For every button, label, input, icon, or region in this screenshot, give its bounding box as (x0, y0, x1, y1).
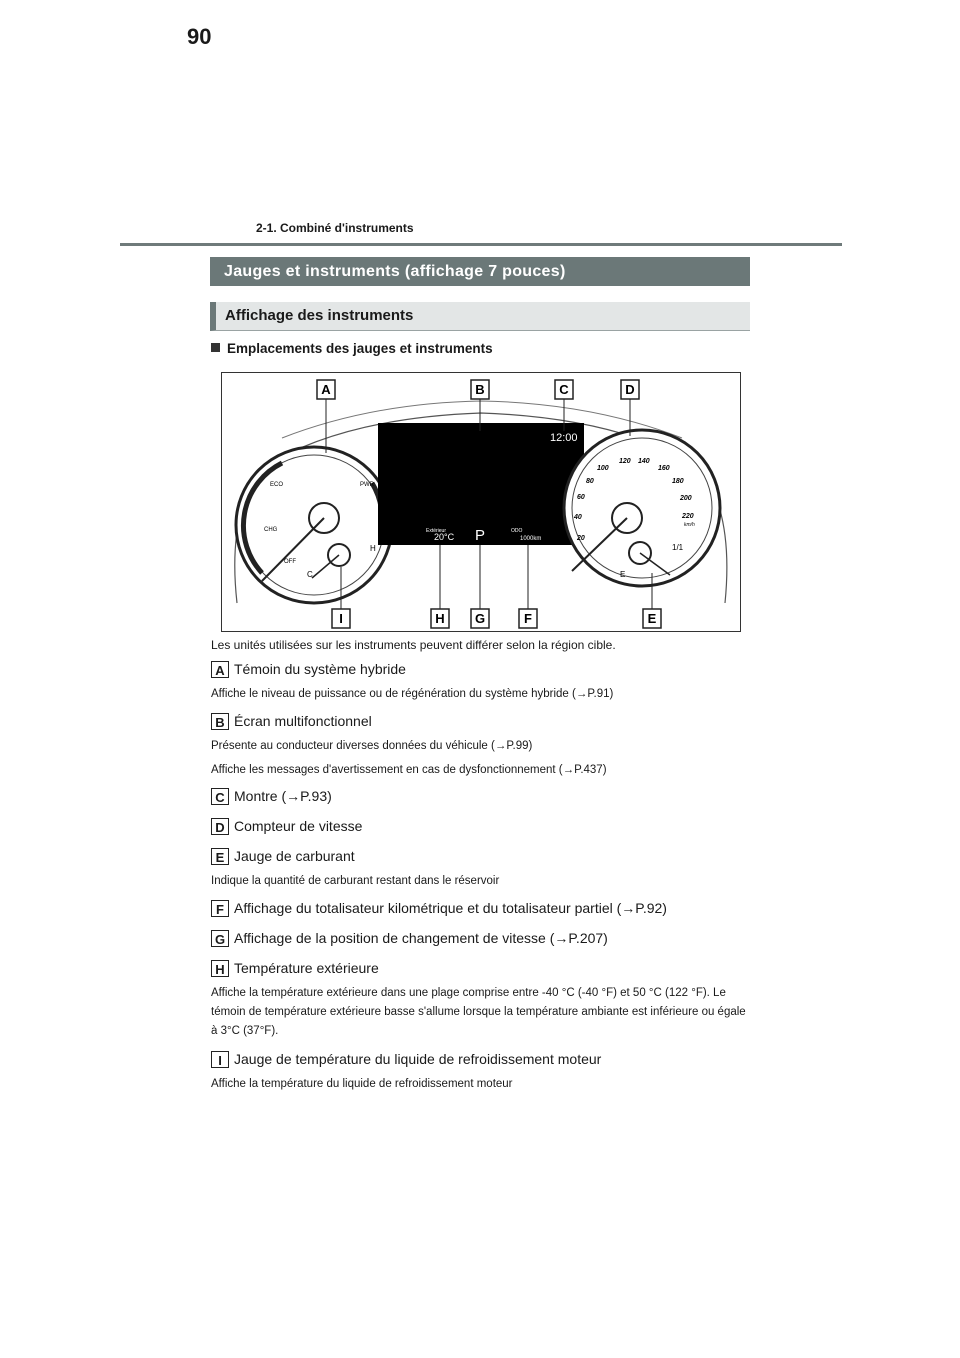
callout-g: G (474, 611, 486, 626)
item-title: Compteur de vitesse (234, 818, 363, 834)
temp-label-h: H (370, 544, 376, 553)
speed-120: 120 (619, 458, 631, 465)
item-i (211, 1051, 601, 1068)
fuel-label-full: 1/1 (672, 543, 684, 552)
right-gauge (564, 430, 720, 586)
bullet-heading (211, 341, 493, 356)
item-desc: Présente au conducteur diverses données du véhicule (→P.99) (211, 740, 533, 752)
callout-b: B (475, 382, 485, 397)
speed-40: 40 (574, 514, 582, 521)
item-title: Affichage du totalisateur kilométrique et du totalisateur partiel (→P.92) (234, 900, 667, 916)
letter-box: C (211, 788, 229, 805)
speed-unit: km/h (684, 522, 695, 528)
item-desc: Affiche la température extérieure dans une plage comprise entre -40 °C (-40 °F) et 50 °C (122 °F). Le témoin de température extérieure basse s'allume lorsque la température ambiante est inférieure ou égale à 3°C (37°F). (211, 987, 746, 1037)
temp-label-c: C (307, 570, 313, 579)
square-bullet-icon (211, 343, 220, 352)
item-desc: Affiche la température du liquide de refroidissement moteur (211, 1078, 513, 1090)
subsection-title: Affichage des instruments (210, 302, 750, 331)
speed-200: 200 (680, 495, 692, 502)
item-title: Affichage de la position de changement de vitesse (→P.207) (234, 930, 608, 946)
clock-text: 12:00 (550, 432, 578, 444)
item-c (211, 788, 332, 805)
hybrid-label-off: OFF (284, 559, 296, 565)
odo-value: 1000km (520, 536, 542, 542)
letter-box: H (211, 960, 229, 977)
callout-d: D (625, 382, 635, 397)
item-d (211, 818, 362, 835)
instrument-cluster-figure (221, 372, 741, 632)
speed-220: 220 (682, 513, 694, 520)
gear-indicator: P (475, 527, 486, 544)
outside-temp: 20°C (434, 532, 455, 542)
page-number: 90 (187, 24, 212, 49)
letter-box: G (211, 930, 229, 947)
callout-h: H (435, 611, 445, 626)
item-title: Montre (→P.93) (234, 788, 332, 804)
item-e (211, 848, 355, 865)
speed-20: 20 (577, 535, 585, 542)
fuel-label-e: E (620, 570, 626, 579)
callout-c: C (559, 382, 569, 397)
figure-caption: Les unités utilisées sur les instruments peuvent différer selon la région cible. (211, 638, 616, 652)
speed-180: 180 (672, 478, 684, 485)
callout-e: E (647, 611, 657, 626)
running-head: 2-1. Combiné d'instruments (256, 221, 414, 235)
item-title: Écran multifonctionnel (234, 713, 372, 729)
item-title: Jauge de carburant (234, 848, 355, 864)
item-a (211, 661, 406, 678)
hybrid-label-pwr: PWR (360, 482, 374, 488)
callout-i: I (339, 611, 343, 626)
section-title: Jauges et instruments (affichage 7 pouces) (210, 257, 750, 286)
speed-80: 80 (586, 478, 594, 485)
hybrid-label-eco: ECO (270, 482, 284, 488)
item-desc: Affiche les messages d'avertissement en cas de dysfonctionnement (→P.437) (211, 764, 607, 776)
letter-box: B (211, 713, 229, 730)
left-gauge (236, 447, 392, 603)
callout-f: F (524, 611, 532, 626)
item-h (211, 960, 379, 977)
item-title: Témoin du système hybride (234, 661, 406, 677)
letter-box: F (211, 900, 229, 917)
letter-box: E (211, 848, 229, 865)
speed-100: 100 (597, 465, 609, 472)
hybrid-label-chg: CHG (264, 527, 278, 533)
item-title: Température extérieure (234, 960, 379, 976)
speed-160: 160 (658, 465, 670, 472)
speed-60: 60 (577, 494, 585, 501)
bullet-heading-text: Emplacements des jauges et instruments (227, 341, 493, 356)
item-desc: Indique la quantité de carburant restant dans le réservoir (211, 875, 500, 887)
outside-label: Extérieur (426, 528, 447, 534)
callout-a: A (321, 382, 331, 397)
item-desc: Affiche le niveau de puissance ou de régénération du système hybride (→P.91) (211, 688, 614, 700)
letter-box: I (211, 1051, 229, 1068)
item-b (211, 713, 372, 730)
letter-box: D (211, 818, 229, 835)
item-f (211, 900, 667, 917)
letter-box: A (211, 661, 229, 678)
header-rule (120, 243, 842, 246)
odo-label: ODO (511, 528, 523, 534)
speed-140: 140 (638, 458, 650, 465)
item-title: Jauge de température du liquide de refroidissement moteur (234, 1051, 602, 1067)
item-g (211, 930, 608, 947)
